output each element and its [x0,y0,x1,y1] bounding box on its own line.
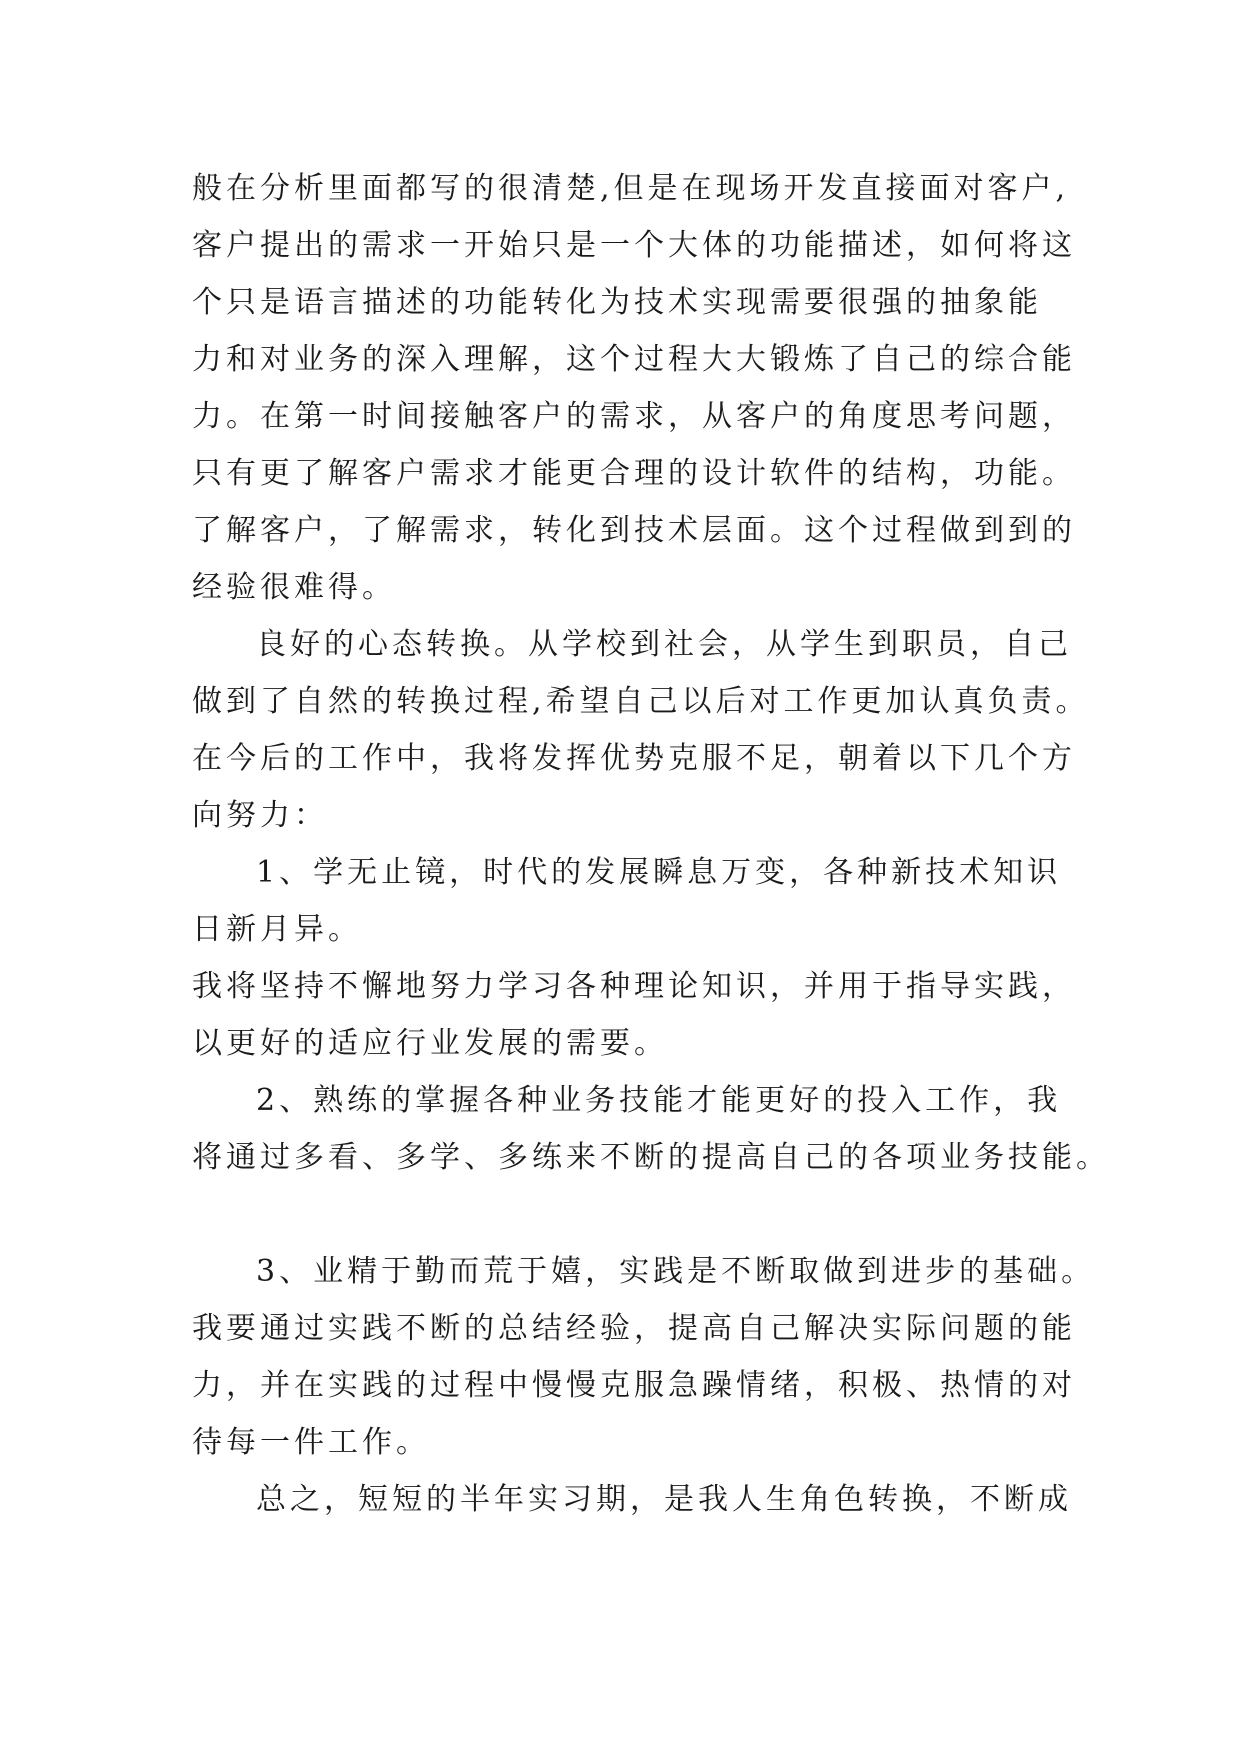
text-line: 力，并在实践的过程中慢慢克服急躁情绪，积极、热情的对 [192,1368,1076,1403]
text-line: 3、业精于勤而荒于嬉，实践是不断取做到进步的基础。 [256,1254,1096,1289]
text-line: 做到了自然的转换过程,希望自己以后对工作更加认真负责。 [192,684,1090,719]
text-line: 个只是语言描述的功能转化为技术实现需要很强的抽象能 [192,285,1042,320]
text-line: 以更好的适应行业发展的需要。 [192,1026,668,1061]
text-line: 将通过多看、多学、多练来不断的提高自己的各项业务技能。 [192,1140,1110,1175]
text-line: 只有更了解客户需求才能更合理的设计软件的结构，功能。 [192,456,1076,491]
body-text [192,160,1110,1528]
text-line: 我要通过实践不断的总结经验，提高自己解决实际问题的能 [192,1311,1076,1346]
text-line: 2、熟练的掌握各种业务技能才能更好的投入工作，我 [256,1083,1062,1118]
blank-line [192,1186,1092,1243]
text-line: 1、学无止镜，时代的发展瞬息万变，各种新技术知识 [256,855,1062,890]
text-line: 了解客户，了解需求，转化到技术层面。这个过程做到到的 [192,513,1076,548]
text-line: 向努力： [192,798,328,833]
text-line: 日新月异。 [192,912,362,947]
text-line: 力。在第一时间接触客户的需求，从客户的角度思考问题， [192,399,1076,434]
text-line: 力和对业务的深入理解，这个过程大大锻炼了自己的综合能 [192,342,1076,377]
text-line: 客户提出的需求一开始只是一个大体的功能描述，如何将这 [192,228,1076,263]
text-line: 总之，短短的半年实习期，是我人生角色转换，不断成 [256,1482,1072,1517]
text-line: 良好的心态转换。从学校到社会，从学生到职员，自己 [256,627,1072,662]
text-line: 般在分析里面都写的很清楚,但是在现场开发直接面对客户, [192,171,1070,206]
text-line: 在今后的工作中，我将发挥优势克服不足，朝着以下几个方 [192,741,1076,776]
text-line: 经验很难得。 [192,570,396,605]
text-line: 我将坚持不懈地努力学习各种理论知识，并用于指导实践， [192,969,1076,1004]
text-line: 待每一件工作。 [192,1425,430,1460]
